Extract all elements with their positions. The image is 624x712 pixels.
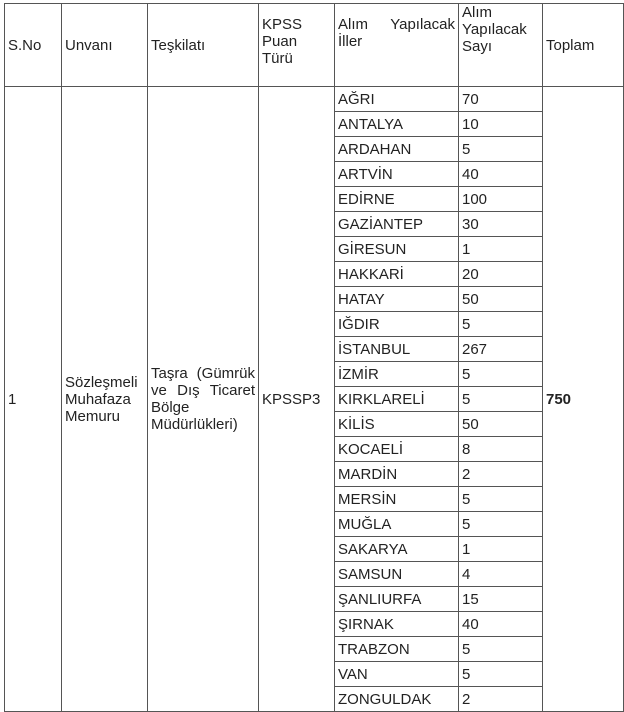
- city-cell: SAMSUN: [335, 562, 459, 587]
- count-cell: 15: [459, 587, 543, 612]
- count-cell: 5: [459, 487, 543, 512]
- count-cell: 30: [459, 212, 543, 237]
- count-cell: 2: [459, 687, 543, 712]
- city-cell: MARDİN: [335, 462, 459, 487]
- header-toplam: Toplam: [543, 4, 624, 87]
- kpss-cell: KPSSP3: [259, 87, 335, 712]
- city-cell: EDİRNE: [335, 187, 459, 212]
- toplam-cell: 750: [543, 87, 624, 712]
- city-cell: KİLİS: [335, 412, 459, 437]
- city-cell: ŞANLIURFA: [335, 587, 459, 612]
- header-unvani: Unvanı: [62, 4, 148, 87]
- city-cell: İZMİR: [335, 362, 459, 387]
- header-sayi: Alım Yapılacak Sayı: [459, 4, 543, 87]
- count-cell: 5: [459, 387, 543, 412]
- count-cell: 50: [459, 412, 543, 437]
- header-kpss: KPSS Puan Türü: [259, 4, 335, 87]
- count-cell: 1: [459, 237, 543, 262]
- header-teskilati: Teşkilatı: [148, 4, 259, 87]
- count-cell: 2: [459, 462, 543, 487]
- count-cell: 100: [459, 187, 543, 212]
- city-cell: HAKKARİ: [335, 262, 459, 287]
- city-cell: KOCAELİ: [335, 437, 459, 462]
- count-cell: 4: [459, 562, 543, 587]
- city-cell: ARDAHAN: [335, 137, 459, 162]
- count-cell: 1: [459, 537, 543, 562]
- city-cell: IĞDIR: [335, 312, 459, 337]
- count-cell: 267: [459, 337, 543, 362]
- count-cell: 5: [459, 512, 543, 537]
- count-cell: 5: [459, 662, 543, 687]
- city-cell: İSTANBUL: [335, 337, 459, 362]
- count-cell: 20: [459, 262, 543, 287]
- city-cell: HATAY: [335, 287, 459, 312]
- unvani-cell: Sözleşmeli Muhafaza Memuru: [62, 87, 148, 712]
- count-cell: 5: [459, 637, 543, 662]
- city-cell: ŞIRNAK: [335, 612, 459, 637]
- count-cell: 8: [459, 437, 543, 462]
- table-row: [5, 87, 624, 112]
- recruitment-table: [4, 3, 624, 712]
- sno-cell: 1: [5, 87, 62, 712]
- count-cell: 10: [459, 112, 543, 137]
- city-cell: KIRKLARELİ: [335, 387, 459, 412]
- city-cell: GİRESUN: [335, 237, 459, 262]
- city-cell: GAZİANTEP: [335, 212, 459, 237]
- city-cell: MUĞLA: [335, 512, 459, 537]
- city-cell: AĞRI: [335, 87, 459, 112]
- city-cell: ZONGULDAK: [335, 687, 459, 712]
- city-cell: ANTALYA: [335, 112, 459, 137]
- city-cell: SAKARYA: [335, 537, 459, 562]
- header-iller: Alım Yapılacak İller: [335, 4, 459, 87]
- count-cell: 5: [459, 312, 543, 337]
- header-row: [5, 4, 624, 87]
- teskilati-cell: Taşra (Gümrük ve Dış Ticaret Bölge Müdürlükleri): [148, 87, 259, 712]
- count-cell: 50: [459, 287, 543, 312]
- count-cell: 40: [459, 612, 543, 637]
- city-cell: MERSİN: [335, 487, 459, 512]
- header-sno: S.No: [5, 4, 62, 87]
- count-cell: 5: [459, 137, 543, 162]
- count-cell: 5: [459, 362, 543, 387]
- city-cell: ARTVİN: [335, 162, 459, 187]
- city-cell: VAN: [335, 662, 459, 687]
- city-cell: TRABZON: [335, 637, 459, 662]
- count-cell: 70: [459, 87, 543, 112]
- count-cell: 40: [459, 162, 543, 187]
